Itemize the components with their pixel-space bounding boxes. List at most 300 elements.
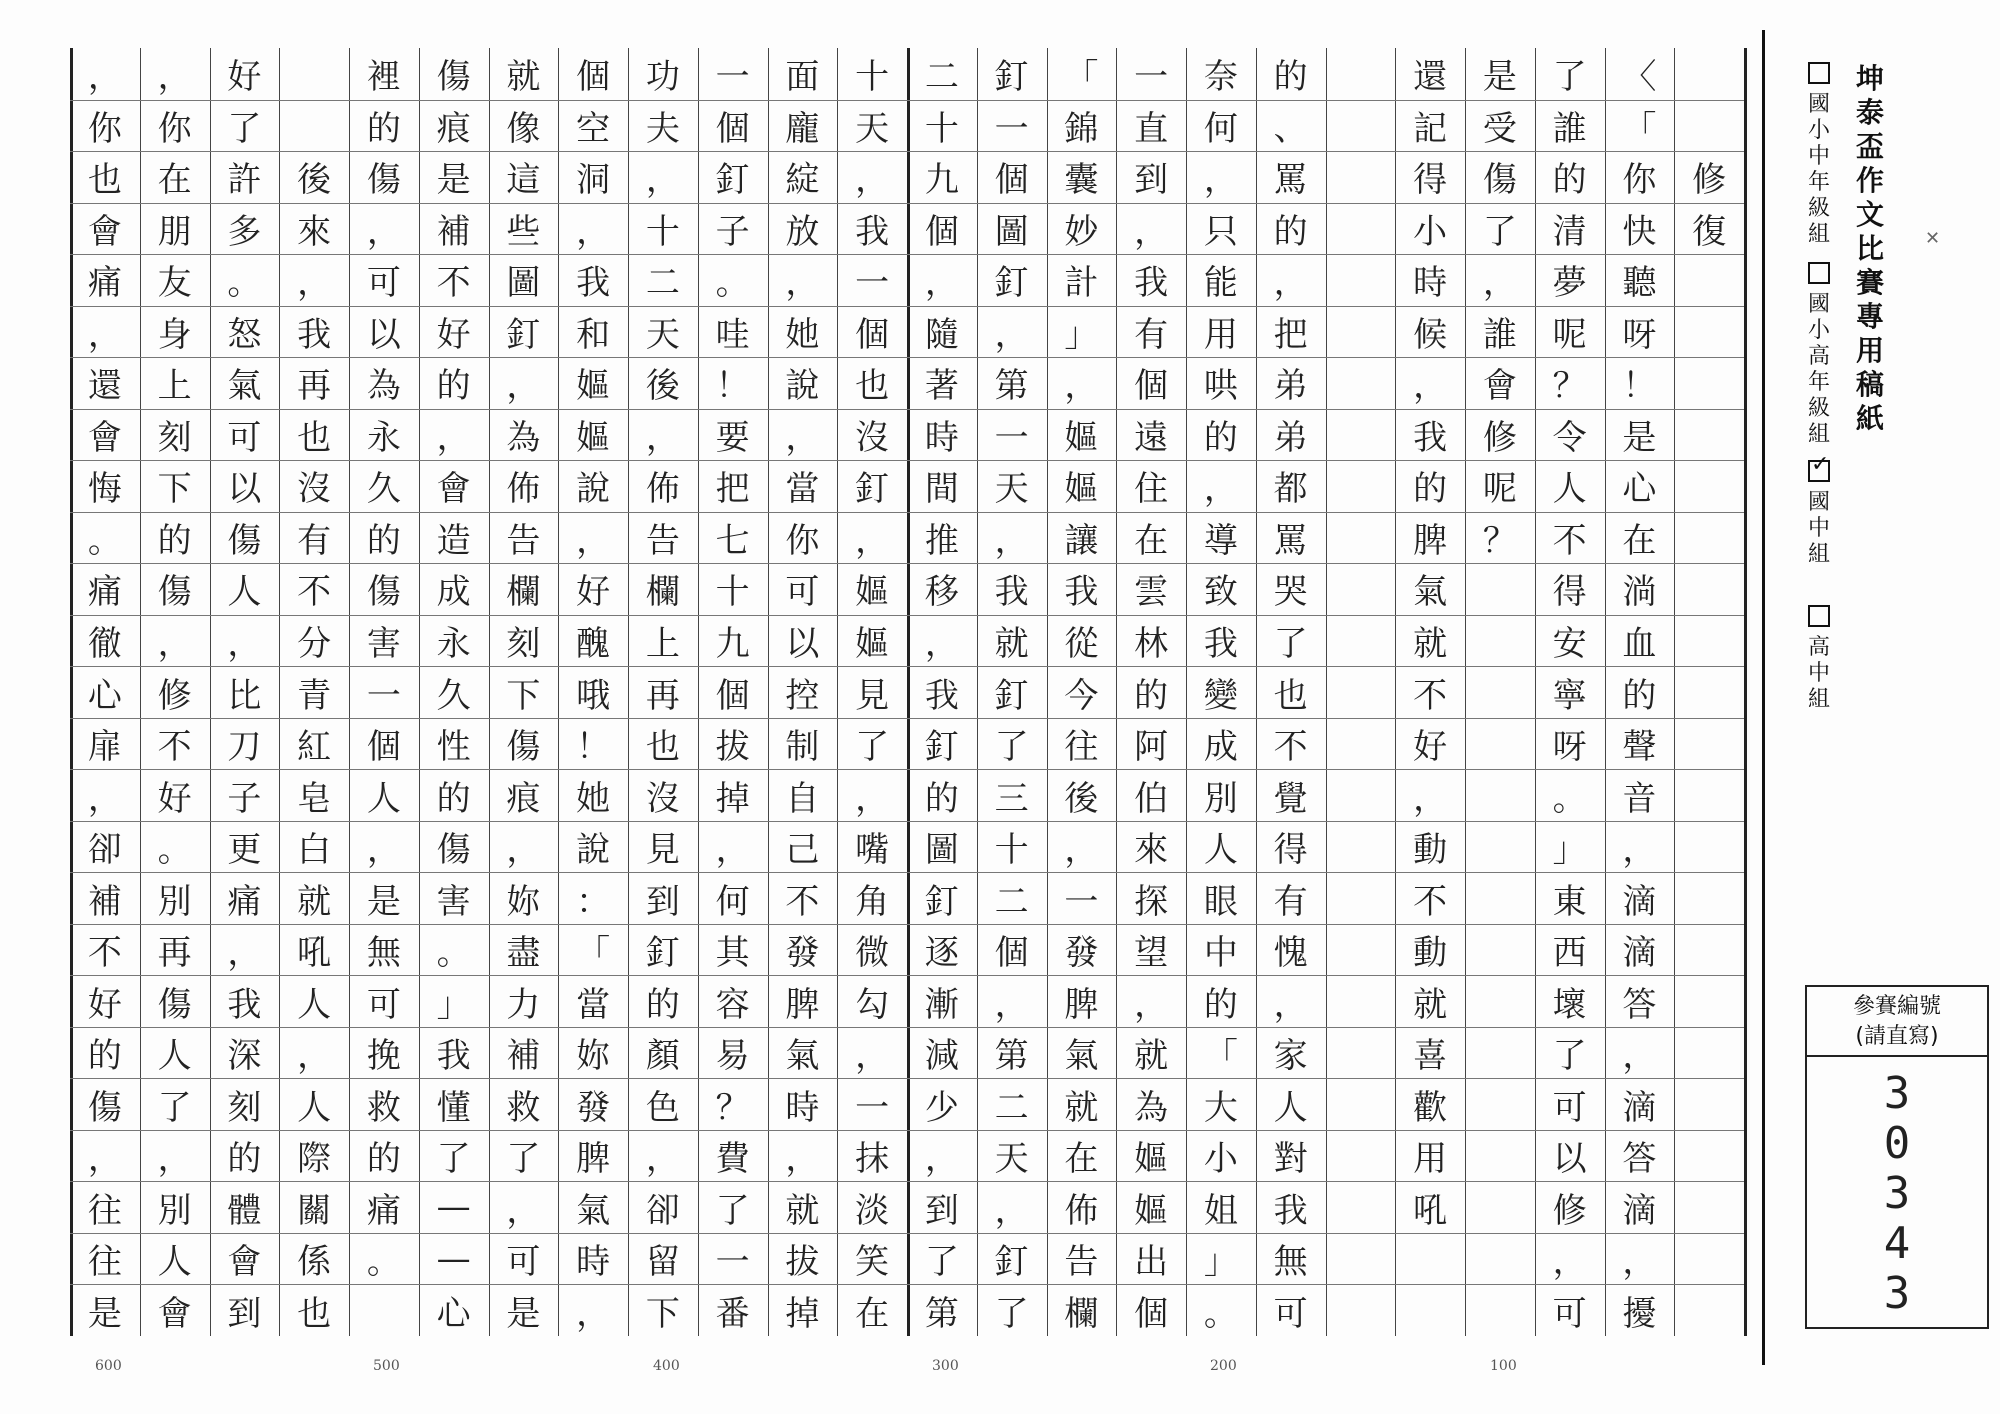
essay-character: 復 (1692, 211, 1727, 252)
essay-character: 別 (157, 881, 192, 922)
essay-character: 嘴 (855, 830, 890, 871)
essay-character: 能 (1203, 263, 1238, 304)
essay-character: 好 (576, 572, 611, 613)
essay-character: 釘 (994, 675, 1029, 716)
grid-column-line (210, 48, 211, 1336)
essay-character: 係 (297, 1242, 332, 1283)
checkbox-senior-high[interactable] (1808, 605, 1830, 627)
essay-character: 久 (366, 469, 401, 510)
essay-character: 的 (157, 520, 192, 561)
essay-character: 十 (924, 108, 959, 149)
essay-character: 永 (436, 623, 471, 664)
essay-character: ， (1064, 830, 1099, 871)
essay-character: 發 (576, 1087, 611, 1128)
essay-character: 面 (785, 57, 820, 98)
essay-character: 不 (436, 263, 471, 304)
essay-character: 了 (436, 1139, 471, 1180)
essay-character: 推 (924, 520, 959, 561)
essay-character: 的 (1622, 675, 1657, 716)
essay-character: 嫗 (576, 366, 611, 407)
essay-character: 來 (297, 211, 332, 252)
essay-character: 釘 (924, 727, 959, 768)
essay-character: 有 (1134, 314, 1169, 355)
essay-character: ， (1622, 1036, 1657, 1077)
essay-character: 。 (366, 1242, 401, 1283)
essay-character: 有 (297, 520, 332, 561)
essay-character: ， (924, 623, 959, 664)
essay-character: 說 (576, 469, 611, 510)
essay-character: 。 (715, 263, 750, 304)
essay-character: 西 (1552, 933, 1587, 974)
essay-character: 了 (1273, 623, 1308, 664)
essay-character: ： (576, 881, 611, 922)
essay-character: 個 (1134, 1293, 1169, 1334)
essay-character: — (436, 1238, 471, 1279)
ruler-mark-400: 400 (653, 1358, 680, 1374)
essay-character: 一 (855, 1087, 890, 1128)
essay-character: 卻 (645, 1190, 680, 1231)
essay-character: 圖 (994, 211, 1029, 252)
essay-character: 夫 (645, 108, 680, 149)
essay-character: 。 (1552, 778, 1587, 819)
essay-character: 嫗 (576, 417, 611, 458)
essay-character: ， (1622, 830, 1657, 871)
essay-character: 釘 (855, 469, 890, 510)
essay-character: ， (855, 1036, 890, 1077)
essay-character: 「 (1064, 57, 1099, 98)
essay-character: 圖 (924, 830, 959, 871)
essay-character: 白 (297, 830, 332, 871)
essay-character (1676, 51, 1742, 97)
essay-character: 是 (366, 881, 401, 922)
essay-character: 告 (1064, 1242, 1099, 1283)
essay-character: 得 (1413, 160, 1448, 201)
essay-character: 會 (227, 1242, 262, 1283)
essay-character: 愧 (1273, 933, 1308, 974)
essay-character: 許 (227, 160, 262, 201)
grid-column-line (558, 48, 559, 1336)
essay-character: 刻 (227, 1087, 262, 1128)
grid-column-line (1605, 48, 1606, 1336)
essay-character: 一 (1064, 881, 1099, 922)
essay-character: 成 (436, 572, 471, 613)
essay-character: 以 (227, 469, 262, 510)
essay-character: 皂 (297, 778, 332, 819)
essay-character: 小 (1203, 1139, 1238, 1180)
essay-character: 「 (1203, 1036, 1238, 1077)
essay-character: 修 (157, 675, 192, 716)
essay-character: 痛 (227, 881, 262, 922)
essay-character: 我 (994, 572, 1029, 613)
essay-character: ， (855, 520, 890, 561)
essay-character: 欄 (645, 572, 680, 613)
essay-character: ， (785, 263, 820, 304)
essay-character: 不 (1413, 675, 1448, 716)
essay-character: ， (1134, 984, 1169, 1025)
essay-character: 清 (1552, 211, 1587, 252)
essay-character: 的 (1203, 984, 1238, 1025)
essay-character: 修 (1552, 1190, 1587, 1231)
essay-character (1676, 102, 1742, 148)
grid-column-line (1674, 48, 1675, 1336)
essay-character: 朋 (157, 211, 192, 252)
essay-character: 個 (924, 211, 959, 252)
essay-character: 「 (1622, 108, 1657, 149)
essay-character: 也 (87, 160, 122, 201)
essay-character: ， (1552, 1242, 1587, 1283)
essay-character: 釘 (994, 1242, 1029, 1283)
essay-character: 答 (1622, 1139, 1657, 1180)
essay-character: 二 (924, 57, 959, 98)
essay-character: 個 (366, 727, 401, 768)
essay-character: 住 (1134, 469, 1169, 510)
essay-character: 嫗 (1134, 1190, 1169, 1231)
essay-character: 痛 (87, 572, 122, 613)
essay-character: 減 (924, 1036, 959, 1077)
essay-character: ， (855, 778, 890, 819)
essay-character: 東 (1552, 881, 1587, 922)
essay-character: 到 (1134, 160, 1169, 201)
essay-character: 脾 (1413, 520, 1448, 561)
essay-character: 是 (436, 160, 471, 201)
essay-character: 哦 (576, 675, 611, 716)
essay-character: ， (576, 520, 611, 561)
side-divider (1762, 30, 1765, 1365)
essay-character: 盡 (506, 933, 541, 974)
essay-character: 在 (1134, 520, 1169, 561)
essay-character: 一 (366, 675, 401, 716)
level-option-senior-high[interactable] (1802, 605, 1836, 713)
essay-character: 傷 (436, 830, 471, 871)
essay-character: 顏 (645, 1036, 680, 1077)
essay-character: 時 (576, 1242, 611, 1283)
essay-character: 歡 (1413, 1087, 1448, 1128)
essay-character: 呢 (1482, 469, 1517, 510)
essay-character: 哇 (715, 314, 750, 355)
essay-character: 妙 (1064, 211, 1099, 252)
essay-character: 佈 (645, 469, 680, 510)
essay-character: 嫗 (1134, 1139, 1169, 1180)
essay-character: 誰 (1482, 314, 1517, 355)
essay-character: 下 (157, 469, 192, 510)
essay-character: 奈 (1203, 57, 1238, 98)
essay-character: 後 (1064, 778, 1099, 819)
essay-character: 少 (924, 1087, 959, 1128)
essay-character: 可 (506, 1242, 541, 1283)
grid-column-line (1186, 48, 1187, 1336)
essay-character: 好 (1413, 727, 1448, 768)
essay-character: 發 (785, 933, 820, 974)
essay-character: ， (1134, 211, 1169, 252)
essay-character: 下 (506, 675, 541, 716)
essay-character: 一 (994, 108, 1029, 149)
essay-character: 隨 (924, 314, 959, 355)
essay-character: 第 (994, 1036, 1029, 1077)
essay-character: 呀 (1622, 314, 1657, 355)
essay-character: 可 (1273, 1293, 1308, 1334)
essay-character: 也 (297, 417, 332, 458)
essay-character: ， (1203, 160, 1238, 201)
essay-character: 成 (1203, 727, 1238, 768)
essay-character: 「 (576, 933, 611, 974)
essay-character: 往 (1064, 727, 1099, 768)
essay-character: 家 (1273, 1036, 1308, 1077)
grid-column-line (628, 48, 629, 1336)
essay-character: 呀 (1552, 727, 1587, 768)
essay-character: 在 (855, 1293, 890, 1334)
essay-character: 人 (157, 1242, 192, 1283)
entry-digit: 0 (1883, 1118, 1911, 1169)
essay-character: 脾 (785, 984, 820, 1025)
essay-character: 你 (785, 520, 820, 561)
essay-character: 在 (157, 160, 192, 201)
essay-character: 是 (506, 1293, 541, 1334)
essay-character: ， (855, 160, 890, 201)
essay-character: 到 (227, 1293, 262, 1334)
essay-character: 告 (645, 520, 680, 561)
essay-character: 中 (1203, 933, 1238, 974)
essay-character: 的 (366, 1139, 401, 1180)
essay-character: 令 (1552, 417, 1587, 458)
essay-character: 吼 (297, 933, 332, 974)
essay-character: 補 (506, 1036, 541, 1077)
essay-character: ， (994, 984, 1029, 1025)
essay-character: 釘 (994, 263, 1029, 304)
essay-character: 安 (1552, 623, 1587, 664)
essay-character: 動 (1413, 933, 1448, 974)
essay-character: 會 (436, 469, 471, 510)
essay-character: 的 (436, 778, 471, 819)
essay-character: 掉 (785, 1293, 820, 1334)
essay-character: 十 (855, 57, 890, 98)
essay-character: 害 (436, 881, 471, 922)
checkbox-elementary-middle[interactable] (1808, 62, 1830, 84)
essay-character: 裡 (366, 57, 401, 98)
essay-character: 以 (785, 623, 820, 664)
essay-character: 七 (715, 520, 750, 561)
essay-character: 就 (1413, 984, 1448, 1025)
essay-character: 嫗 (855, 623, 890, 664)
essay-character: 誰 (1552, 108, 1587, 149)
essay-character: 你 (157, 108, 192, 149)
essay-character: 滴 (1622, 1190, 1657, 1231)
essay-character: 就 (785, 1190, 820, 1231)
essay-character: 後 (645, 366, 680, 407)
essay-character: 把 (1273, 314, 1308, 355)
essay-character: 。 (227, 263, 262, 304)
essay-character: 友 (157, 263, 192, 304)
essay-character: 二 (645, 263, 680, 304)
checkbox-elementary-upper[interactable] (1808, 262, 1830, 284)
essay-character: 氣 (576, 1190, 611, 1231)
essay-character: 從 (1064, 623, 1099, 664)
essay-character: 下 (645, 1293, 680, 1334)
essay-character: 別 (157, 1190, 192, 1231)
essay-character: 不 (1273, 727, 1308, 768)
essay-character: 都 (1273, 469, 1308, 510)
essay-character: 個 (855, 314, 890, 355)
essay-character: 人 (227, 572, 262, 613)
essay-character: 心 (436, 1293, 471, 1334)
essay-character: 間 (924, 469, 959, 510)
essay-character: 淌 (1622, 572, 1657, 613)
essay-character: 候 (1413, 314, 1448, 355)
essay-character: 懂 (436, 1087, 471, 1128)
essay-character: 就 (1413, 623, 1448, 664)
checkbox-junior-high[interactable] (1808, 460, 1830, 482)
essay-character: 哄 (1203, 366, 1238, 407)
essay-character: ， (785, 417, 820, 458)
essay-character: 十 (645, 211, 680, 252)
ruler-mark-600: 600 (95, 1358, 122, 1374)
essay-character: ， (1413, 778, 1448, 819)
essay-character: 痛 (366, 1190, 401, 1231)
essay-character: 。 (87, 520, 122, 561)
essay-character: 為 (366, 366, 401, 407)
grid-column-line (837, 48, 838, 1336)
essay-character: ， (157, 1139, 192, 1180)
grid-column-line (1535, 48, 1536, 1336)
essay-character: 漸 (924, 984, 959, 1025)
essay-character: 上 (645, 623, 680, 664)
essay-character: 了 (1552, 57, 1587, 98)
essay-character: 二 (994, 1087, 1029, 1128)
entry-number-value[interactable] (1807, 1069, 1987, 1319)
essay-character: 我 (436, 1036, 471, 1077)
level-option-junior-high[interactable] (1802, 460, 1836, 568)
level-option-elementary-middle[interactable] (1802, 62, 1836, 248)
essay-character: 挽 (366, 1036, 401, 1077)
essay-character: 罵 (1273, 520, 1308, 561)
essay-character: ， (87, 314, 122, 355)
essay-character: 的 (1413, 469, 1448, 510)
essay-character: 為 (506, 417, 541, 458)
grid-column-line (140, 48, 141, 1336)
essay-character: 用 (1413, 1139, 1448, 1180)
essay-character: ， (1273, 984, 1308, 1025)
essay-character: 勾 (855, 984, 890, 1025)
essay-character: 釘 (924, 881, 959, 922)
essay-character: 身 (157, 314, 192, 355)
essay-character: 了 (506, 1139, 541, 1180)
essay-character: 嫗 (1064, 417, 1099, 458)
essay-character: 再 (157, 933, 192, 974)
essay-character: ， (227, 623, 262, 664)
essay-character: ， (1273, 263, 1308, 304)
essay-character: 發 (1064, 933, 1099, 974)
essay-character: 傷 (157, 984, 192, 1025)
level-label: 國小中年級組 (1807, 92, 1830, 247)
essay-character: 傷 (436, 57, 471, 98)
essay-character: 囊 (1064, 160, 1099, 201)
essay-character: 分 (297, 623, 332, 664)
entry-digit: 3 (1883, 1068, 1911, 1119)
essay-character: ， (994, 1190, 1029, 1231)
grid-column-line (1465, 48, 1466, 1336)
essay-character: 深 (227, 1036, 262, 1077)
essay-character: 快 (1622, 211, 1657, 252)
essay-character: 」 (1064, 314, 1099, 355)
essay-character: 就 (1134, 1036, 1169, 1077)
essay-character: 血 (1622, 623, 1657, 664)
essay-character: 我 (1413, 417, 1448, 458)
essay-character: 個 (715, 108, 750, 149)
essay-character: 無 (366, 933, 401, 974)
essay-character: 九 (715, 623, 750, 664)
essay-character: ， (506, 1190, 541, 1231)
essay-character: 怒 (227, 314, 262, 355)
essay-character: ， (924, 1139, 959, 1180)
essay-character: 時 (924, 417, 959, 458)
essay-character: 滴 (1622, 1087, 1657, 1128)
essay-character: 天 (994, 469, 1029, 510)
essay-character: ， (994, 314, 1029, 355)
essay-character: 她 (785, 314, 820, 355)
essay-character: 不 (1552, 520, 1587, 561)
essay-character: 雲 (1134, 572, 1169, 613)
essay-character: ， (785, 1139, 820, 1180)
essay-character: 扉 (87, 727, 122, 768)
essay-character: 卻 (87, 830, 122, 871)
essay-character: 說 (576, 830, 611, 871)
essay-character: 痕 (436, 108, 471, 149)
essay-character: 」 (436, 984, 471, 1025)
essay-character: 不 (297, 572, 332, 613)
essay-character: 受 (1482, 108, 1517, 149)
level-option-elementary-upper[interactable] (1802, 262, 1836, 448)
essay-character: 其 (715, 933, 750, 974)
essay-character: 可 (785, 572, 820, 613)
essay-character: ， (1413, 366, 1448, 407)
essay-character: 天 (855, 108, 890, 149)
essay-character: 你 (1622, 160, 1657, 201)
essay-character: 個 (715, 675, 750, 716)
essay-character: 我 (227, 984, 262, 1025)
essay-character: 的 (366, 108, 401, 149)
essay-character: 嫗 (855, 572, 890, 613)
essay-character: 對 (1273, 1139, 1308, 1180)
essay-character: 修 (1482, 417, 1517, 458)
essay-character: 天 (994, 1139, 1029, 1180)
essay-character: 沒 (855, 417, 890, 458)
essay-character: 己 (785, 830, 820, 871)
essay-character: 就 (297, 881, 332, 922)
entry-digit: 4 (1883, 1218, 1911, 1269)
essay-character: 心 (87, 675, 122, 716)
essay-character: ， (1064, 366, 1099, 407)
essay-character: 心 (1622, 469, 1657, 510)
essay-character: 林 (1134, 623, 1169, 664)
essay-character: 出 (1134, 1242, 1169, 1283)
essay-character: 是 (1482, 57, 1517, 98)
essay-character: ？ (1552, 366, 1587, 407)
essay-character: 不 (87, 933, 122, 974)
essay-character: ， (645, 417, 680, 458)
essay-character: 用 (1203, 314, 1238, 355)
essay-character: 何 (715, 881, 750, 922)
entry-digit: 3 (1883, 1268, 1911, 1319)
essay-character: 人 (1552, 469, 1587, 510)
essay-character: 以 (366, 314, 401, 355)
essay-character: 別 (1203, 778, 1238, 819)
essay-character: 覺 (1273, 778, 1308, 819)
essay-character: 到 (924, 1190, 959, 1231)
essay-character: 體 (227, 1190, 262, 1231)
essay-character: 聲 (1622, 727, 1657, 768)
essay-character: 弟 (1273, 366, 1308, 407)
essay-character: 我 (1203, 623, 1238, 664)
entry-digit: 3 (1883, 1168, 1911, 1219)
